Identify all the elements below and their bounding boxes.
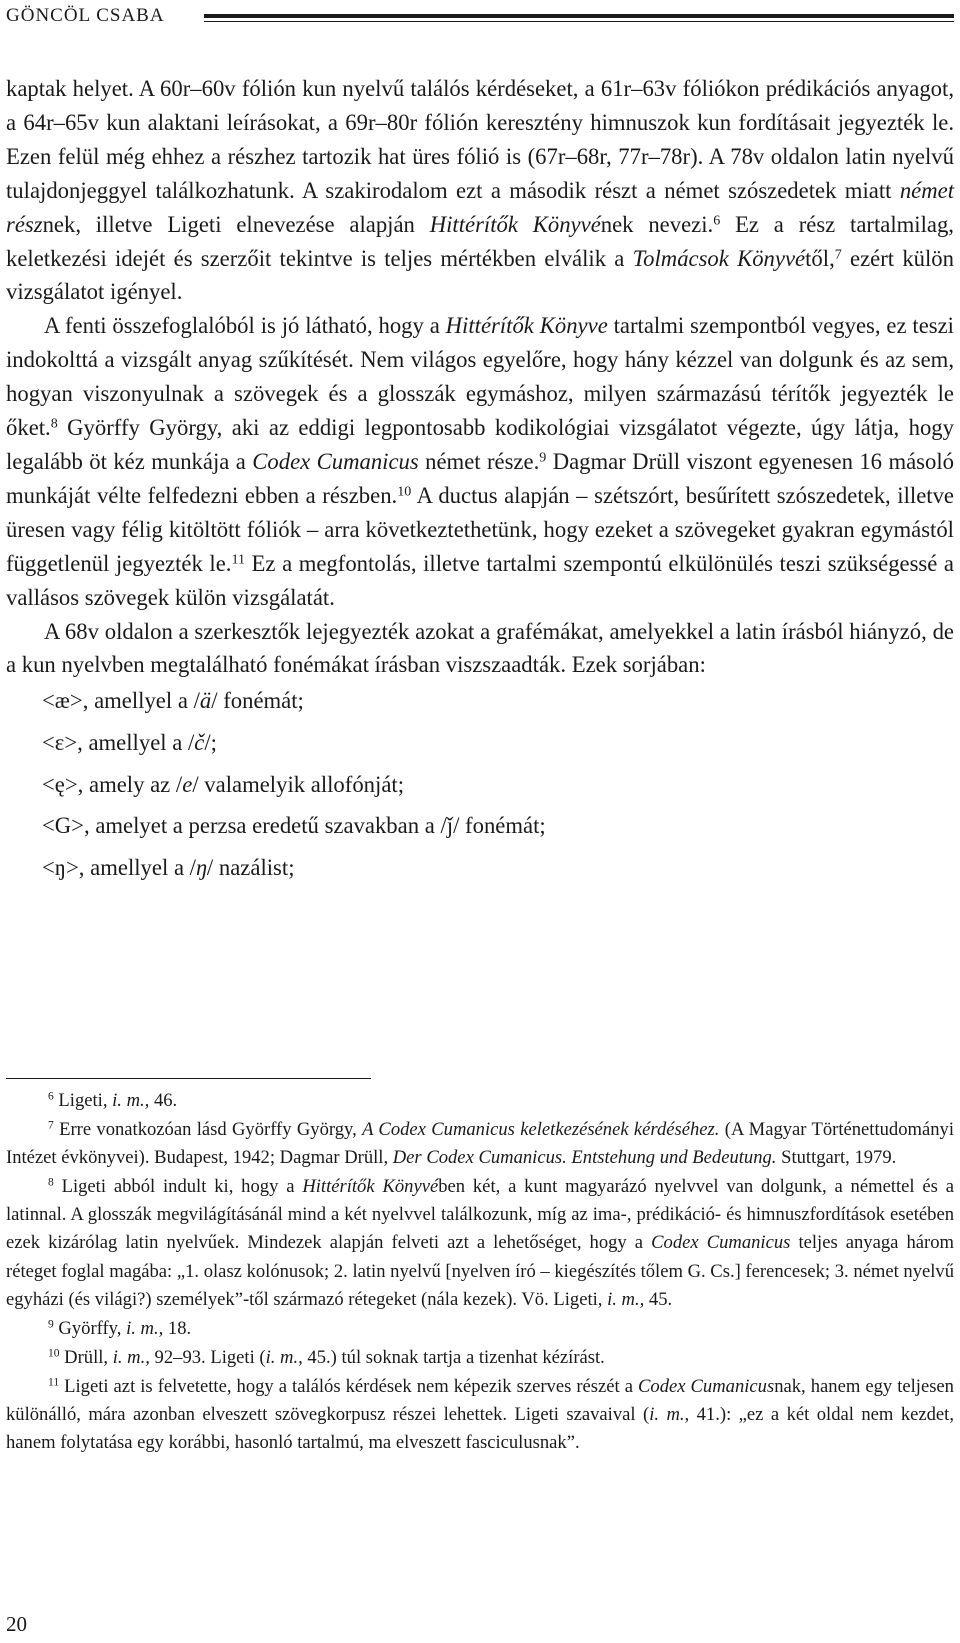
footnote-ref-8[interactable]: 8 bbox=[50, 415, 58, 432]
text-run: nek, illetve Ligeti elnevezése alapján bbox=[42, 211, 430, 237]
footnote-number: 10 bbox=[48, 1347, 60, 1360]
footnote-number: 6 bbox=[48, 1090, 54, 1103]
footnote-ref-9[interactable]: 9 bbox=[539, 449, 547, 466]
footnote-10: $^{10}$ Drüll, i. m., 92–93. Ligeti (i. m., 45.) túl soknak tartja a tizenhat kézírást. bbox=[48, 1346, 605, 1368]
text-run: Dagmar Drüll viszont egyenesen 16 másoló munkáját vélte felfedezni ebben a részben. bbox=[6, 448, 954, 508]
footnote-ref-7[interactable]: 7 bbox=[834, 245, 842, 262]
list-item: <ŋ>, amellyel a /ŋ/ nazálist; bbox=[42, 854, 295, 880]
text-run: Györffy György, aki az eddigi legpontosabb kodikológiai vizsgálatot végezte, úgy látja, hogy legalább öt kéz munkája a bbox=[6, 415, 954, 474]
paragraph-1 bbox=[6, 72, 954, 309]
footnote-ref-6[interactable]: 6 bbox=[713, 211, 721, 228]
running-head-rule-thick bbox=[204, 14, 954, 18]
running-head bbox=[6, 2, 954, 30]
text-run: tartalmi szempontból vegyes, ez teszi indokolttá a vizsgált anyag szűkítését. Nem világos egyelőre, hogy hány kézzel van dolgunk és az sem, hogyan viszonyulnak a szövegek és a glosszák egymáshoz, milyen származású térítők jegyezték le őket. bbox=[6, 313, 954, 441]
text-run: kaptak helyet. A 60r–60v fólión kun nyelvű találós kérdéseket, a 61r–63v fóliókon prédikációs anyagot, a 64r–65v kun alaktani leírásokat, a 69r–80r fólión keresztény himnuszok kun fordításait jegyezték le. Ezen felül még ehhez a részhez tartozik hat üres fólió is (67r–68r, 77r–78r). A 78v oldalon latin nyelvű tulajdonjeggyel találkozhatunk. A szakirodalom ezt a második részt a német szószedetek miatt bbox=[6, 76, 954, 203]
footnote-separator bbox=[6, 1078, 371, 1079]
italic-title: Hittérítők Könyvé bbox=[429, 211, 601, 237]
list-item: <ε>, amellyel a /č/; bbox=[42, 729, 217, 755]
footnote-6: $^6$ Ligeti, i. m., 46. bbox=[48, 1090, 178, 1111]
running-head-author: GÖNCÖL CSABA bbox=[6, 5, 165, 26]
text-run: A fenti összefoglalóból is jó látható, hogy a bbox=[44, 313, 446, 339]
page-number: 20 bbox=[6, 1612, 27, 1636]
footnote-11: $^{11}$ Ligeti azt is felvetette, hogy a találós kérdések nem képezik szerves részét a Codex Cumanicusnak, hanem egy teljesen különálló, mára azonban elveszett szövegkorpusz részei lehettek. Ligeti szavaival (i. m., 41.): „ez a két oldal nem kezdet, hanem folytatása egy korábbi, hasonló tartalmú, ma elveszett fasciculusnak”. bbox=[6, 1375, 955, 1454]
body-text bbox=[6, 72, 954, 892]
text-run: Ez a megfontolás, illetve tartalmi szempontú elkülönülés teszi szükségessé a vallásos szövegek külön vizsgálatát. bbox=[6, 550, 954, 610]
footnote-number: 7 bbox=[48, 1119, 54, 1132]
text-run: nek nevezi. bbox=[600, 211, 714, 237]
footnote-7: $^7$ Erre vonatkozóan lásd Györffy György, A Codex Cumanicus keletkezésének kérdéséhez. (A Magyar Történettudományi Intézet évkönyvei). Budapest, 1942; Dagmar Drüll, Der Codex Cumanicus. Entstehung und Bedeutung. Stuttgart, 1979. bbox=[6, 1119, 954, 1169]
list-item: <æ>, amellyel a /ä/ fonémát; bbox=[42, 688, 304, 714]
footnote-8: $^8$ Ligeti abból indult ki, hogy a Hittérítők Könyvében két, a kunt magyarázó nyelvvel van dolgunk, a némettel és a latinnal. A glosszák megvilágításánál mind a két nyelvvel találkozunk, míg az ima-, prédikáció- és himnuszfordítások esetében ezek kizárólag latin nyelvűek. Mindezek alapján felveti azt a lehetőséget, hogy a Codex Cumanicus teljes anyaga három réteget foglal magába: „1. olasz kolónusok; 2. latin nyelvű [nyelven író – kiegészítés tőlem G. Cs.] ferencesek; 3. német nyelvű egyházi (és világi?) személyek”-től származó rétegeket (nála kezek). Vö. Ligeti, i. m., 45. bbox=[6, 1176, 954, 1310]
footnote-9: $^9$ Györffy, i. m., 18. bbox=[48, 1317, 192, 1339]
text-run: A ductus alapján – szétszórt, besűrített szószedetek, illetve üresen vagy félig kitöltött fóliók – arra következtethetünk, hogy ezeket a szövegeket gyakran egymástól függetlenül jegyezték le. bbox=[6, 482, 954, 576]
footnote-ref-11[interactable]: 11 bbox=[231, 550, 245, 567]
paragraph-2 bbox=[6, 309, 954, 614]
footnote-number: 8 bbox=[48, 1176, 54, 1189]
footnote-number: 11 bbox=[48, 1376, 60, 1389]
paragraph-3: A 68v oldalon a szerkesztők lejegyezték azokat a grafémákat, amelyekkel a latin írásból hiányzó, de a kun nyelvben megtalálható fonémákat írásban viszszaadták. Ezek sorjában: bbox=[6, 618, 954, 678]
italic-term: német rész bbox=[6, 177, 954, 237]
italic-title: Tolmácsok Könyvé bbox=[632, 245, 806, 271]
list-item: <ę>, amely az /e/ valamelyik allofónját; bbox=[42, 771, 404, 797]
italic-title: Hittérítők Könyve bbox=[445, 313, 608, 339]
running-head-rule-thin bbox=[204, 21, 954, 22]
italic-title: Codex Cumanicus bbox=[252, 448, 419, 474]
text-run: től, bbox=[805, 245, 835, 271]
footnote-number: 9 bbox=[48, 1318, 54, 1331]
list-item: <G>, amelyet a perzsa eredetű szavakban a /ǰ/ fonémát; bbox=[42, 813, 546, 839]
grapheme-list bbox=[42, 684, 954, 892]
text-run: német része. bbox=[418, 448, 540, 474]
footnote-ref-10[interactable]: 10 bbox=[397, 483, 412, 500]
text-run: Ez a rész tartalmilag, keletkezési idejét és szerzőit tekintve is teljes mértékben elválik a bbox=[6, 211, 954, 271]
footnotes bbox=[6, 1087, 954, 1457]
text-run: ezért külön vizsgálatot igényel. bbox=[6, 245, 954, 305]
